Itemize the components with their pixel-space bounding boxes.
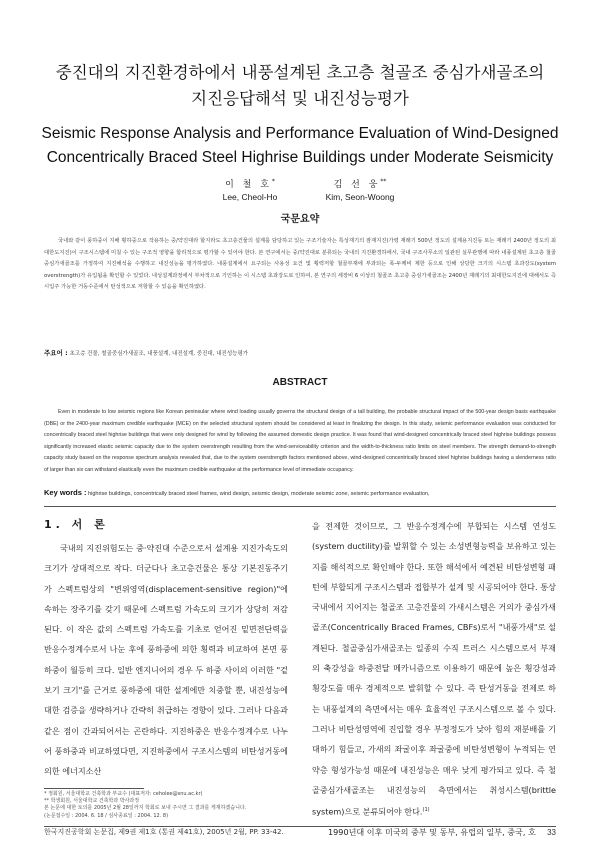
keywords-english-label: Key words : <box>44 488 87 497</box>
footnote-4: (논문접수일 : 2004. 6. 18 / 심사종료일 : 2004. 12. 8) <box>44 812 169 819</box>
keywords-korean <box>44 348 556 359</box>
keywords-english-list: highrise buildings, concentrically braced steel frames, wind design, seismic design, moderate seismic zone, seismic performance evaluation, <box>88 491 430 497</box>
title-korean-line-1: 중진대의 지진환경하에서 내풍설계된 초고층 철골조 중심가새골조의 <box>55 63 545 82</box>
author-2-name-ko: 김 선 웅 <box>333 180 381 190</box>
section-divider <box>44 506 556 507</box>
author-1-name-ko: 이 철 호 <box>225 180 272 190</box>
title-english-line-2: Concentrically Braced Steel Highrise Buildings under Moderate Seismicity <box>46 149 554 166</box>
introduction-heading: 1. 서 론 <box>44 518 109 531</box>
journal-citation: 한국지진공학회 논문집, 제9권 제1호 (통권 제41호), 2005년 2월, PP. 33-42. <box>44 828 284 836</box>
footnote-divider <box>44 788 144 789</box>
page-number: 33 <box>547 828 556 837</box>
introduction-paragraph-2: 1990년대 이후 미국의 중부 및 동부, 유럽의 일부, 중국, 호 <box>328 827 536 838</box>
reference-mark: (1) <box>422 807 430 814</box>
footer-divider <box>44 826 556 827</box>
abstract-english-body: Even in moderate to low seismic regions like Korean peninsular where wind loading usually governs the structural design of a tall building, the probable structural impact of the 500-year design basis earthquake (DBE) or the 2400-year maximum credible earthquake (MCE) on the selected structural system should be considered at least in finalizing the design. In this study, seismic performance evaluation was conducted for concentrically braced steel highrise buildings that were only designed for wind by following the assumed domestic design practice. It was found that wind-designed concentrically braced steel highrise buildings possess significantly increased elastic seismic capacity due to the system overstrength resulting from the wind-serviceability criterion and the width-to-thickness ratio limits on steel members. The strength demand-to-strength capacity study based on the response spectrum analysis revealed that, due to the system overstrength factors mentioned above, wind-designed concentrically braced steel highrise buildings having a slenderness ratio of larger than six can withstand elastically even the maximum credible earthquake at the performance level of immediate occupancy. <box>44 409 556 473</box>
author-2 <box>290 176 430 203</box>
title-english-line-1: Seismic Response Analysis and Performance Evaluation of Wind-Designed <box>41 125 559 142</box>
keywords-korean-label: 주요어 : <box>44 349 68 357</box>
footnote-2: ** 학생회원, 서울대학교 건축학과 박사과정 <box>44 798 140 805</box>
author-2-name-en: Kim, Seon-Woong <box>325 192 395 202</box>
footnote-3: 본 논문에 대한 토의를 2005년 2월 28일까지 학회로 보내 주시면 그 결과를 게재하겠습니다. <box>44 805 247 812</box>
abstract-korean-body: 국내와 같이 풍하중이 지배 횡하중으로 작용하는 중/약진대라 할지라도 초고층건물의 설계를 담당하고 있는 구조기술자는 특성재기의 잠재지진(가령 재래기 500년 정도의 설계용지진동 또는 재래기 2400년 정도의 최대한도지진)이 구조시스템에 미칠 수 있는 구조적 영향을 합리적으로 평가할 수 있어야 한다. 본 연구에서는 중/약진대로 분류되는 국내의 지진환경하에서, 국내 구조사무소의 일관된 실무관행에 따라 내풍설계된 초고층 철골중심가새골조를 가정하여 지진해석을 수행하고 내진성능을 평가하였다. 내풍설계에서 요구되는 사용성 요건 및 횡력저항 철골부재에 부과되는 폭-두께비 제한 등으로 인해 상당한 크기의 시스템 초과강도(system overstrength)가 유입됨을 확인할 수 있었다. 내성설계과정에서 부차적으로 기인하는 이 시스템 초과강도로 인하여, 본 연구의 세장비 6 이상의 철골조 초고층 중심가새골조는 2400년 재래기의 최대한도지진에 대해서도 즉시입주 가능한 거동수준에서 탄성적으로 저항할 수 있음을 확인하였다. <box>44 238 556 290</box>
keywords-english <box>44 488 556 499</box>
abstract-english-heading: ABSTRACT <box>272 377 328 388</box>
footnotes <box>44 791 288 820</box>
footnote-1: * 정회원, 서울대학교 건축학과 부교수 (대표저자: ceholee@snu.ac.kr) <box>44 791 203 797</box>
introduction-left-column: 국내의 지진위험도는 중·약진대 수준으로서 설계용 지진가속도의 크기가 상대적으로 작다. 더군다나 초고층건물은 통상 기본진동주기가 스펙트럼상의 "변위영역(displacement-sensitive region)"에 속하는 장주기를 갖기 때문에 스펙트럼 가속도의 크기가 상당히 저감된다. 이 작은 값의 스펙트럼 가속도를 기초로 얻어진 밑면전단력을 반응수정계수로서 나눈 후에 풍하중에 의한 횡력과 비교하여 본면 풍하중이 월등히 크다. 일반 엔지니어의 경우 두 하중 사이의 이러한 "겉보기 크기"를 근거로 풍하중에 대한 설계에만 치중할 뿐, 내진성능에 대한 검증을 생략하거나 간략히 취급하는 경향이 있다. 그러나 다음과 같은 점이 간과되어서는 곤란하다. 지진하중은 반응수정계수로 나누어 풍하중과 비교하였다면, 지진하중에서 구조시스템의 비탄성거동에 의한 에너지소산 <box>44 543 288 777</box>
keywords-korean-list: 초고층 건물, 철골중심가새골조, 내풍설계, 내진설계, 중진대, 내진성능평가 <box>69 351 249 357</box>
introduction-paragraph-continued: 을 전제한 것이므로, 그 반응수정계수에 부합되는 시스템 연성도(system ductility)를 발휘할 수 있는 소성변형능력을 보유하고 있는지를 해석적으로 확인해야 한다. 또한 해석에서 예견된 비탄성변형 패턴에 부합되게 구조시스템과 접합부가 설계 및 시공되어야 한다. 통상 국내에서 지어지는 철골조 고층건물의 가새시스템은 거의가 중심가새골조(Concentrically Braced Frames, CBFs)로서 "내풍가새"로 설계된다. 철골중심가새골조는 일종의 수직 트러스 시스템으로서 부재의 축강성을 하중전달 메카니즘으로 이용하기 때문에 높은 횡강성과 횡강도를 매우 경제적으로 발휘할 수 있다. 즉 탄성거동을 전제로 하는 내풍설계의 측면에서는 매우 효율적인 구조시스템으로 볼 수 있다. 그러나 비탄성영역에 진입할 경우 부정정도가 낮아 힘의 재분배를 기대하기 힘들고, 가새의 좌굴이후 좌굴중에 비탄성변형이 누적되는 연약층 형성가능성 때문에 내진성능은 매우 낮게 평가되고 있다. 즉 철골중심가새골조는 내진성능의 측면에서는 취성시스템(brittle system)으로 분류되어야 한다.$^{(1)}$ <box>312 521 556 817</box>
abstract-korean-heading: 국문요약 <box>280 214 320 225</box>
author-1-name-en: Lee, Cheol-Ho <box>222 192 278 202</box>
title-korean-line-2: 지진응답해석 및 내진성능평가 <box>191 89 409 108</box>
author-2-mark: ** <box>380 178 387 185</box>
author-1-mark: * <box>271 178 275 185</box>
